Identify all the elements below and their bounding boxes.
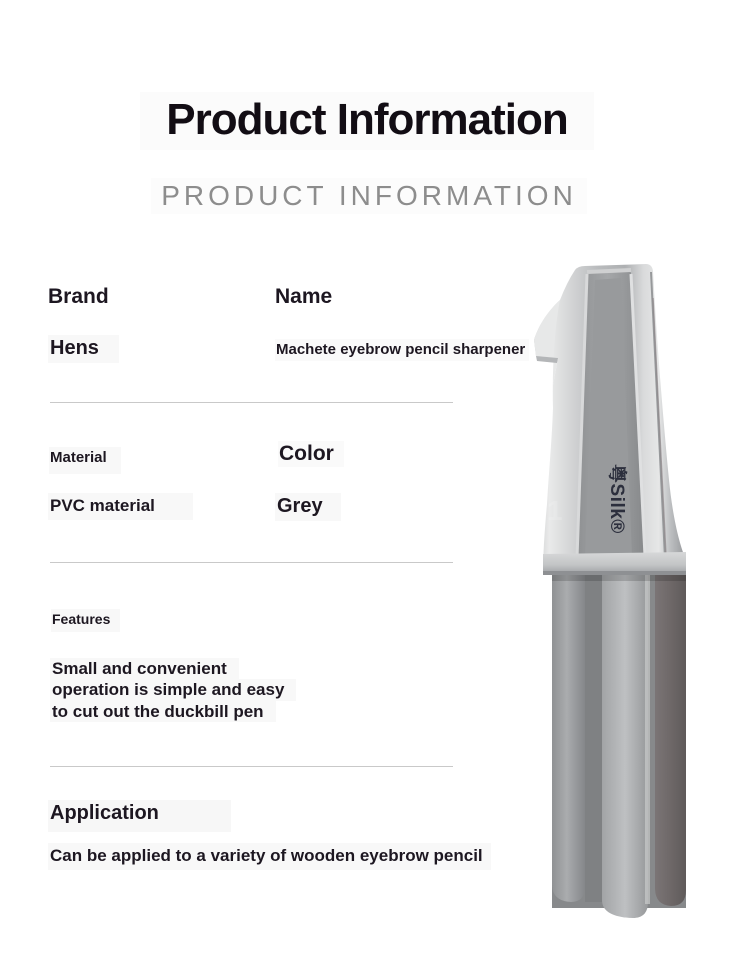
features-text: Small and convenient operation is simple and easy to cut out the duckbill pen [50,658,296,722]
emboss-mark: 1 [547,495,563,526]
page-title: Product Information [0,92,734,150]
divider [50,766,453,767]
name-label: Name [275,285,333,308]
brand-value: Hens [48,336,119,361]
application-value: Can be applied to a variety of wooden eyebrow pencil [48,845,491,866]
product-image [533,258,709,934]
divider [50,562,453,563]
material-value: PVC material [48,495,193,516]
silk-logo-text: 粤Silk® [606,464,627,534]
features-label: Features [51,610,120,629]
brand-label: Brand [48,285,109,308]
name-value: Machete eyebrow pencil sharpener [275,340,529,359]
sharpener-cap [534,264,686,575]
color-label: Color [278,441,344,467]
material-label: Material [49,448,121,467]
sharpener-body [552,572,686,918]
application-label: Application [48,801,231,826]
color-value: Grey [275,494,341,519]
divider [50,402,453,403]
page-subtitle: PRODUCT INFORMATION [0,178,738,214]
